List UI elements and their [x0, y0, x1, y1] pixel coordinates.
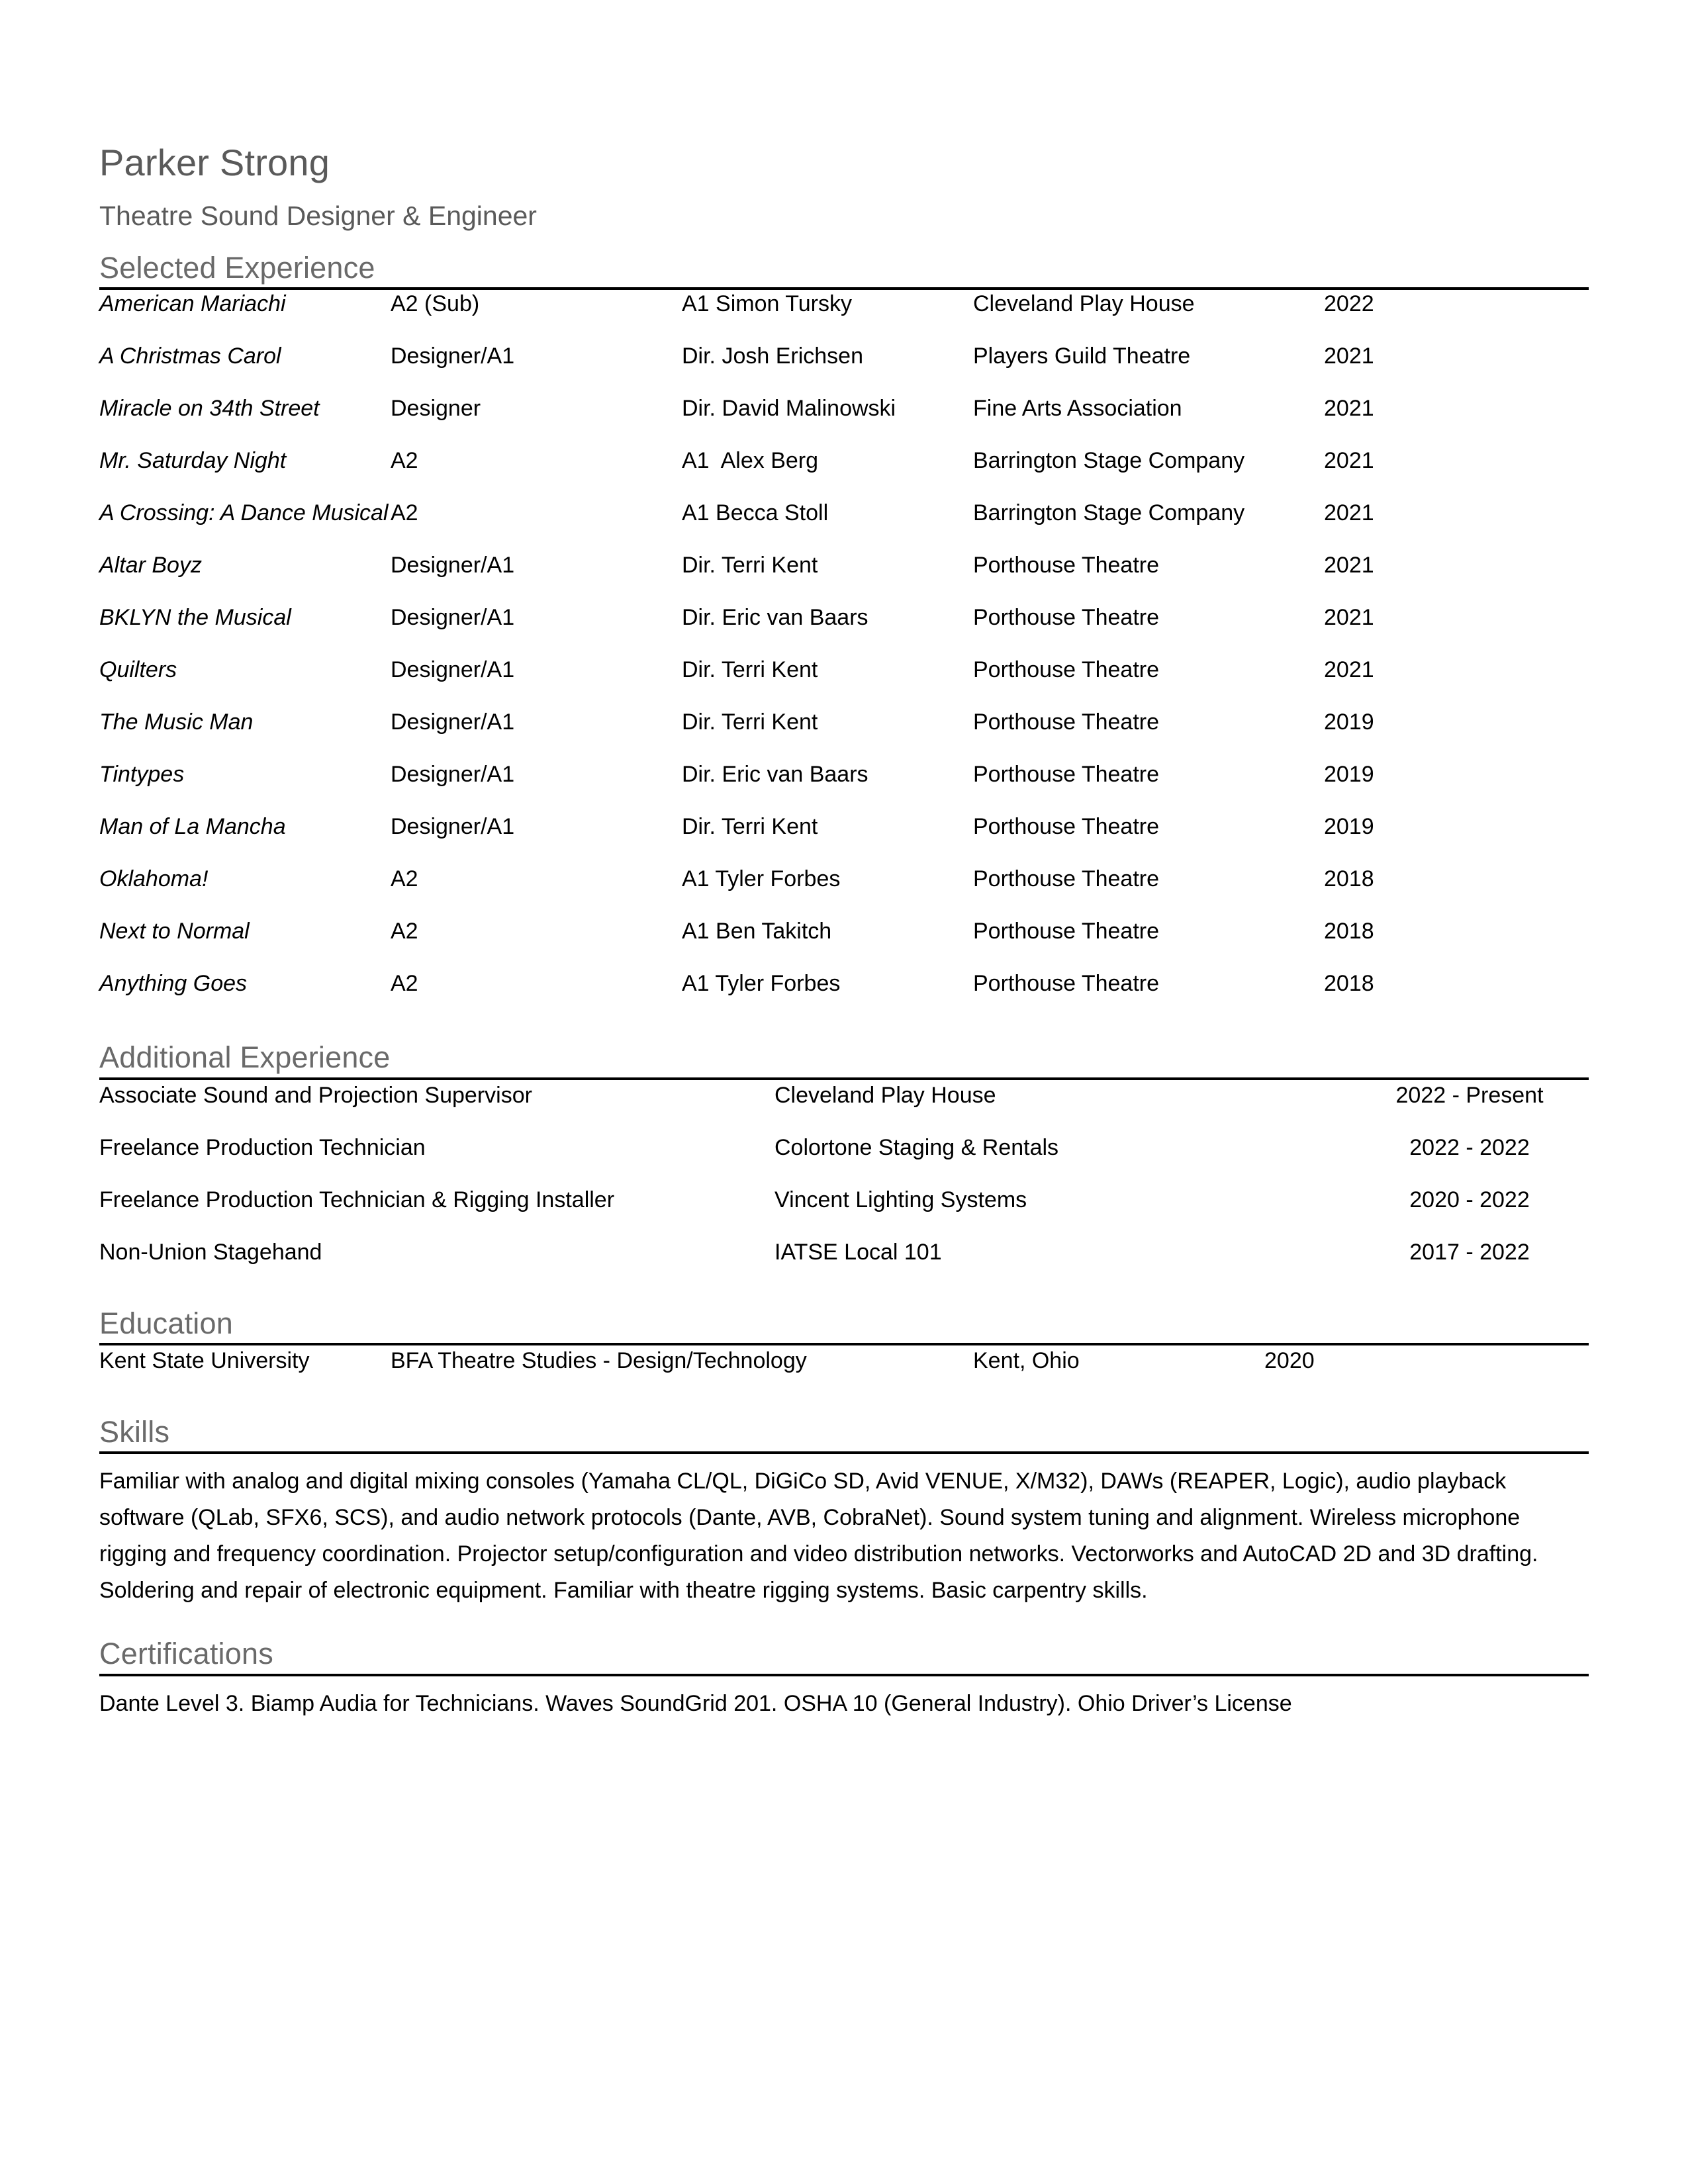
job-role: Freelance Production Technician — [99, 1134, 426, 1160]
section-divider — [99, 1077, 1589, 1080]
production-role: A2 — [391, 448, 418, 474]
production-role: A2 — [391, 866, 418, 892]
production-year: 2021 — [1324, 343, 1374, 369]
section-heading-skills: Skills — [99, 1414, 170, 1449]
table-row — [99, 502, 1589, 554]
production-title: American Mariachi — [99, 291, 286, 317]
production-year: 2021 — [1324, 500, 1374, 526]
resume-header — [99, 144, 1589, 230]
production-title: Quilters — [99, 657, 177, 683]
education-location: Kent, Ohio — [973, 1347, 1080, 1373]
production-role: Designer/A1 — [391, 709, 515, 735]
job-dates: 2022 - 2022 — [1409, 1134, 1530, 1160]
production-role: Designer — [391, 396, 481, 422]
production-year: 2021 — [1324, 553, 1374, 578]
production-role: Designer/A1 — [391, 343, 515, 369]
production-title: BKLYN the Musical — [99, 605, 291, 631]
production-venue: Barrington Stage Company — [973, 500, 1245, 526]
table-row — [99, 659, 1589, 711]
table-row — [99, 1349, 1589, 1402]
production-director: A1 Tyler Forbes — [682, 971, 841, 997]
job-organization: Cleveland Play House — [774, 1082, 996, 1108]
production-year: 2018 — [1324, 919, 1374, 944]
production-venue: Porthouse Theatre — [973, 762, 1159, 788]
production-role: Designer/A1 — [391, 657, 515, 683]
production-year: 2019 — [1324, 814, 1374, 840]
additional-experience-list — [99, 1084, 1589, 1293]
production-director: Dir. Terri Kent — [682, 553, 818, 578]
job-dates: 2017 - 2022 — [1409, 1239, 1530, 1265]
production-venue: Players Guild Theatre — [973, 343, 1191, 369]
education-degree: BFA Theatre Studies - Design/Technology — [391, 1347, 807, 1373]
job-role: Non-Union Stagehand — [99, 1239, 322, 1265]
production-year: 2019 — [1324, 762, 1374, 788]
production-director: Dir. Terri Kent — [682, 814, 818, 840]
production-director: Dir. David Malinowski — [682, 396, 896, 422]
production-year: 2022 — [1324, 291, 1374, 317]
page-subtitle: Theatre Sound Designer & Engineer — [99, 201, 537, 231]
production-title: Tintypes — [99, 762, 185, 788]
section-heading-additional-experience: Additional Experience — [99, 1040, 391, 1075]
production-title: Anything Goes — [99, 971, 248, 997]
production-director: A1 Ben Takitch — [682, 919, 832, 944]
production-title: Altar Boyz — [99, 553, 202, 578]
table-row — [99, 1136, 1589, 1189]
production-role: Designer/A1 — [391, 814, 515, 840]
section-divider — [99, 1674, 1589, 1676]
production-director: A1 Simon Tursky — [682, 291, 852, 317]
production-role: Designer/A1 — [391, 605, 515, 631]
production-year: 2018 — [1324, 866, 1374, 892]
table-row — [99, 1189, 1589, 1241]
production-year: 2021 — [1324, 448, 1374, 474]
production-year: 2019 — [1324, 709, 1374, 735]
production-venue: Porthouse Theatre — [973, 657, 1159, 683]
job-organization: Colortone Staging & Rentals — [774, 1134, 1059, 1160]
production-venue: Porthouse Theatre — [973, 814, 1159, 840]
production-venue: Porthouse Theatre — [973, 605, 1159, 631]
production-venue: Porthouse Theatre — [973, 866, 1159, 892]
section-heading-education: Education — [99, 1306, 233, 1340]
production-director: Dir. Josh Erichsen — [682, 343, 863, 369]
section-certifications — [99, 1638, 1589, 1720]
production-role: A2 (Sub) — [391, 291, 480, 317]
table-row — [99, 1084, 1589, 1136]
skills-body: Familiar with analog and digital mixing consoles (Yamaha CL/QL, DiGiCo SD, Avid VENUE, X/M32), DAWs (REAPER, Logic), audio playback software (QLab, SFX6, SCS), and audio network protocols (Dante, AVB, CobraNet). Sound system tuning and alignment. Wireless microphone rigging and frequency coordination. Projector setup/configuration and video distribution networks. Vectorworks and AutoCAD 2D and 3D drafting. Soldering and repair of electronic equipment. Familiar with theatre rigging systems. Basic carpentry skills. — [99, 1469, 1538, 1604]
education-school: Kent State University — [99, 1347, 310, 1373]
production-year: 2018 — [1324, 971, 1374, 997]
production-year: 2021 — [1324, 396, 1374, 422]
section-education — [99, 1308, 1589, 1402]
job-dates: 2022 - Present — [1395, 1082, 1544, 1108]
table-row — [99, 293, 1589, 345]
production-title: The Music Man — [99, 709, 254, 735]
production-title: A Crossing: A Dance Musical — [99, 500, 389, 526]
production-venue: Fine Arts Association — [973, 396, 1182, 422]
production-role: A2 — [391, 500, 418, 526]
production-venue: Barrington Stage Company — [973, 448, 1245, 474]
production-title: Mr. Saturday Night — [99, 448, 287, 474]
job-role: Associate Sound and Projection Supervisor — [99, 1082, 532, 1108]
production-title: Man of La Mancha — [99, 814, 286, 840]
production-director: Dir. Eric van Baars — [682, 605, 868, 631]
table-row — [99, 868, 1589, 920]
production-role: Designer/A1 — [391, 762, 515, 788]
production-title: Next to Normal — [99, 919, 250, 944]
production-venue: Porthouse Theatre — [973, 971, 1159, 997]
table-row — [99, 449, 1589, 502]
job-organization: IATSE Local 101 — [774, 1239, 942, 1265]
production-title: Oklahoma! — [99, 866, 209, 892]
job-organization: Vincent Lighting Systems — [774, 1187, 1027, 1212]
production-year: 2021 — [1324, 605, 1374, 631]
production-director: Dir. Eric van Baars — [682, 762, 868, 788]
production-role: A2 — [391, 919, 418, 944]
selected-experience-list — [99, 293, 1589, 1024]
table-row — [99, 345, 1589, 397]
production-title: A Christmas Carol — [99, 343, 281, 369]
production-year: 2021 — [1324, 657, 1374, 683]
production-role: A2 — [391, 971, 418, 997]
section-additional-experience — [99, 1042, 1589, 1293]
production-venue: Cleveland Play House — [973, 291, 1195, 317]
section-divider — [99, 287, 1589, 290]
section-heading-selected-experience: Selected Experience — [99, 251, 375, 285]
section-divider — [99, 1451, 1589, 1454]
table-row — [99, 815, 1589, 868]
production-venue: Porthouse Theatre — [973, 709, 1159, 735]
production-venue: Porthouse Theatre — [973, 919, 1159, 944]
job-role: Freelance Production Technician & Rigging Installer — [99, 1187, 615, 1212]
education-list — [99, 1349, 1589, 1402]
production-role: Designer/A1 — [391, 553, 515, 578]
table-row — [99, 606, 1589, 659]
job-dates: 2020 - 2022 — [1409, 1187, 1530, 1212]
table-row — [99, 711, 1589, 763]
table-row — [99, 763, 1589, 815]
education-year: 2020 — [1264, 1347, 1315, 1373]
section-divider — [99, 1343, 1589, 1345]
section-selected-experience — [99, 252, 1589, 1024]
section-skills — [99, 1416, 1589, 1610]
table-row — [99, 920, 1589, 972]
production-director: A1 Alex Berg — [682, 448, 819, 474]
certifications-body: Dante Level 3. Biamp Audia for Technicians. Waves SoundGrid 201. OSHA 10 (General Industry). Ohio Driver’s License — [99, 1690, 1292, 1716]
table-row — [99, 972, 1589, 1024]
production-director: Dir. Terri Kent — [682, 657, 818, 683]
table-row — [99, 554, 1589, 606]
section-heading-certifications: Certifications — [99, 1637, 273, 1671]
production-director: Dir. Terri Kent — [682, 709, 818, 735]
table-row — [99, 397, 1589, 449]
production-venue: Porthouse Theatre — [973, 553, 1159, 578]
production-director: A1 Becca Stoll — [682, 500, 829, 526]
page-title: Parker Strong — [99, 142, 330, 183]
production-title: Miracle on 34th Street — [99, 396, 320, 422]
production-director: A1 Tyler Forbes — [682, 866, 841, 892]
table-row — [99, 1241, 1589, 1293]
